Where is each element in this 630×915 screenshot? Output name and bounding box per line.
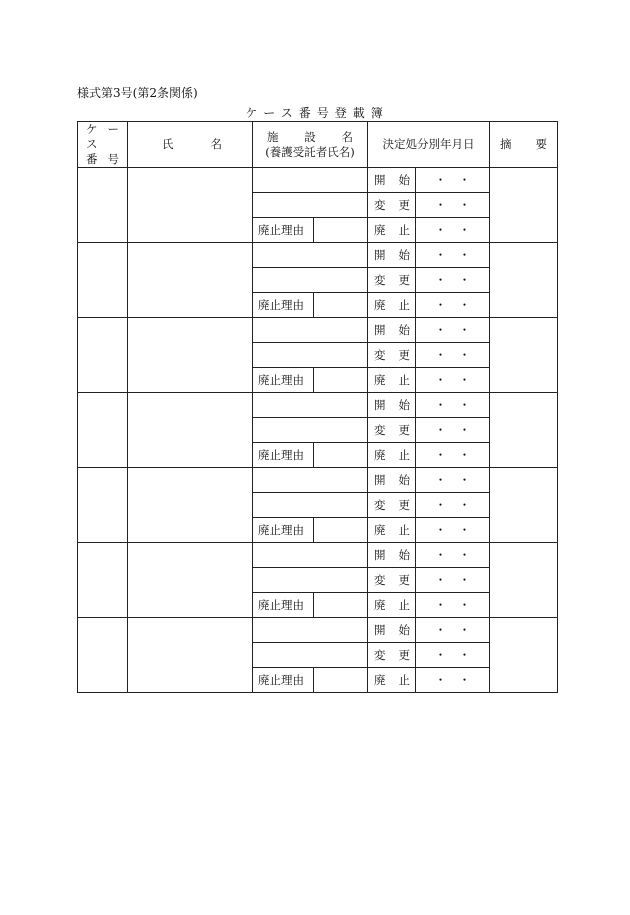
date-separator: ・ — [458, 573, 471, 587]
abolish-reason-label: 廃止理由 — [253, 443, 314, 468]
remarks-cell[interactable] — [490, 543, 558, 618]
facility-cell[interactable] — [253, 343, 368, 368]
abolish-reason-cell[interactable] — [314, 518, 368, 543]
date-separator: ・ — [434, 198, 447, 212]
name-cell[interactable] — [128, 393, 253, 468]
event-label: 廃止 — [368, 218, 416, 243]
name-cell[interactable] — [128, 243, 253, 318]
ledger-body — [78, 168, 558, 693]
date-separator: ・ — [434, 673, 447, 687]
event-label: 変更 — [368, 643, 416, 668]
event-date-cell[interactable] — [416, 243, 490, 268]
facility-cell[interactable] — [253, 568, 368, 593]
date-separator: ・ — [458, 248, 471, 262]
event-date-cell[interactable] — [416, 593, 490, 618]
remarks-cell[interactable] — [490, 618, 558, 693]
event-label: 変更 — [368, 568, 416, 593]
event-date-cell[interactable] — [416, 218, 490, 243]
table-row — [78, 393, 558, 418]
event-label: 廃止 — [368, 668, 416, 693]
date-separator: ・ — [458, 548, 471, 562]
date-separator: ・ — [458, 598, 471, 612]
abolish-reason-label: 廃止理由 — [253, 218, 314, 243]
date-separator: ・ — [458, 473, 471, 487]
facility-cell[interactable] — [253, 243, 368, 268]
date-separator: ・ — [458, 623, 471, 637]
event-date-cell[interactable] — [416, 543, 490, 568]
abolish-reason-label: 廃止理由 — [253, 293, 314, 318]
remarks-cell[interactable] — [490, 468, 558, 543]
date-separator: ・ — [458, 373, 471, 387]
abolish-reason-cell[interactable] — [314, 368, 368, 393]
date-separator: ・ — [458, 523, 471, 537]
case-number-cell[interactable] — [78, 168, 128, 243]
event-date-cell[interactable] — [416, 368, 490, 393]
remarks-cell[interactable] — [490, 393, 558, 468]
facility-cell[interactable] — [253, 393, 368, 418]
table-row — [78, 543, 558, 568]
facility-cell[interactable] — [253, 318, 368, 343]
event-date-cell[interactable] — [416, 393, 490, 418]
date-separator: ・ — [434, 323, 447, 337]
case-number-ledger-table — [77, 121, 558, 693]
date-separator: ・ — [434, 223, 447, 237]
date-separator: ・ — [434, 248, 447, 262]
abolish-reason-cell[interactable] — [314, 668, 368, 693]
date-separator: ・ — [458, 648, 471, 662]
event-date-cell[interactable] — [416, 468, 490, 493]
facility-cell[interactable] — [253, 268, 368, 293]
date-separator: ・ — [458, 348, 471, 362]
case-number-cell[interactable] — [78, 243, 128, 318]
date-separator: ・ — [458, 173, 471, 187]
date-separator: ・ — [458, 448, 471, 462]
header-row — [78, 122, 558, 168]
abolish-reason-label: 廃止理由 — [253, 518, 314, 543]
facility-cell[interactable] — [253, 193, 368, 218]
event-date-cell[interactable] — [416, 193, 490, 218]
name-cell[interactable] — [128, 618, 253, 693]
table-row — [78, 618, 558, 643]
event-date-cell[interactable] — [416, 293, 490, 318]
date-separator: ・ — [434, 648, 447, 662]
date-separator: ・ — [458, 198, 471, 212]
header-case-number-line1: ケース — [86, 122, 119, 151]
facility-cell[interactable] — [253, 418, 368, 443]
facility-cell[interactable] — [253, 643, 368, 668]
header-case-number — [78, 122, 128, 168]
event-label: 開始 — [368, 543, 416, 568]
date-separator: ・ — [434, 598, 447, 612]
facility-cell[interactable] — [253, 468, 368, 493]
name-cell[interactable] — [128, 318, 253, 393]
event-label: 開始 — [368, 618, 416, 643]
date-separator: ・ — [458, 673, 471, 687]
date-separator: ・ — [434, 623, 447, 637]
event-label: 廃止 — [368, 368, 416, 393]
abolish-reason-cell[interactable] — [314, 218, 368, 243]
abolish-reason-label: 廃止理由 — [253, 368, 314, 393]
case-number-cell[interactable] — [78, 618, 128, 693]
event-date-cell[interactable] — [416, 168, 490, 193]
event-date-cell[interactable] — [416, 493, 490, 518]
event-date-cell[interactable] — [416, 418, 490, 443]
event-label: 開始 — [368, 243, 416, 268]
facility-cell[interactable] — [253, 168, 368, 193]
abolish-reason-label: 廃止理由 — [253, 593, 314, 618]
abolish-reason-cell[interactable] — [314, 443, 368, 468]
facility-cell[interactable] — [253, 493, 368, 518]
date-separator: ・ — [434, 398, 447, 412]
event-label: 開始 — [368, 393, 416, 418]
header-remarks: 摘要 — [490, 122, 558, 168]
event-label: 廃止 — [368, 293, 416, 318]
case-number-cell[interactable] — [78, 318, 128, 393]
event-date-cell[interactable] — [416, 318, 490, 343]
event-date-cell[interactable] — [416, 668, 490, 693]
event-label: 変更 — [368, 343, 416, 368]
event-date-cell[interactable] — [416, 268, 490, 293]
form-number: 様式第3号(第2条関係) — [77, 86, 198, 100]
date-separator: ・ — [458, 398, 471, 412]
name-cell[interactable] — [128, 468, 253, 543]
date-separator: ・ — [458, 273, 471, 287]
event-label: 変更 — [368, 268, 416, 293]
date-separator: ・ — [434, 173, 447, 187]
event-label: 廃止 — [368, 443, 416, 468]
header-facility — [253, 122, 368, 168]
date-separator: ・ — [458, 323, 471, 337]
abolish-reason-cell[interactable] — [314, 293, 368, 318]
name-cell[interactable] — [128, 543, 253, 618]
remarks-cell[interactable] — [490, 318, 558, 393]
date-separator: ・ — [458, 223, 471, 237]
header-facility-line2: (養護受託者氏名) — [265, 144, 355, 159]
date-separator: ・ — [434, 423, 447, 437]
date-separator: ・ — [458, 423, 471, 437]
date-separator: ・ — [434, 348, 447, 362]
event-label: 開始 — [368, 318, 416, 343]
event-date-cell[interactable] — [416, 518, 490, 543]
abolish-reason-cell[interactable] — [314, 593, 368, 618]
header-name: 氏名 — [128, 122, 253, 168]
date-separator: ・ — [434, 473, 447, 487]
table-row — [78, 468, 558, 493]
event-label: 変更 — [368, 493, 416, 518]
facility-cell[interactable] — [253, 543, 368, 568]
date-separator: ・ — [434, 373, 447, 387]
header-facility-line1: 施設名 — [267, 129, 354, 144]
remarks-cell[interactable] — [490, 168, 558, 243]
event-date-cell[interactable] — [416, 343, 490, 368]
date-separator: ・ — [458, 298, 471, 312]
header-case-number-line2: 番号 — [86, 152, 119, 166]
table-row — [78, 243, 558, 268]
event-label: 廃止 — [368, 518, 416, 543]
table-row — [78, 168, 558, 193]
event-label: 廃止 — [368, 593, 416, 618]
remarks-cell[interactable] — [490, 243, 558, 318]
case-number-cell[interactable] — [78, 393, 128, 468]
date-separator: ・ — [458, 498, 471, 512]
event-date-cell[interactable] — [416, 618, 490, 643]
event-date-cell[interactable] — [416, 568, 490, 593]
date-separator: ・ — [434, 273, 447, 287]
header-decision-date: 決定処分別年月日 — [368, 122, 490, 168]
document-title: ケース番号登載簿 — [245, 106, 389, 120]
date-separator: ・ — [434, 298, 447, 312]
abolish-reason-label: 廃止理由 — [253, 668, 314, 693]
facility-cell[interactable] — [253, 618, 368, 643]
date-separator: ・ — [434, 523, 447, 537]
event-label: 開始 — [368, 468, 416, 493]
name-cell[interactable] — [128, 168, 253, 243]
event-label: 変更 — [368, 193, 416, 218]
date-separator: ・ — [434, 498, 447, 512]
event-label: 開始 — [368, 168, 416, 193]
event-date-cell[interactable] — [416, 643, 490, 668]
event-date-cell[interactable] — [416, 443, 490, 468]
table-row — [78, 318, 558, 343]
date-separator: ・ — [434, 573, 447, 587]
date-separator: ・ — [434, 448, 447, 462]
case-number-cell[interactable] — [78, 468, 128, 543]
case-number-cell[interactable] — [78, 543, 128, 618]
date-separator: ・ — [434, 548, 447, 562]
event-label: 変更 — [368, 418, 416, 443]
